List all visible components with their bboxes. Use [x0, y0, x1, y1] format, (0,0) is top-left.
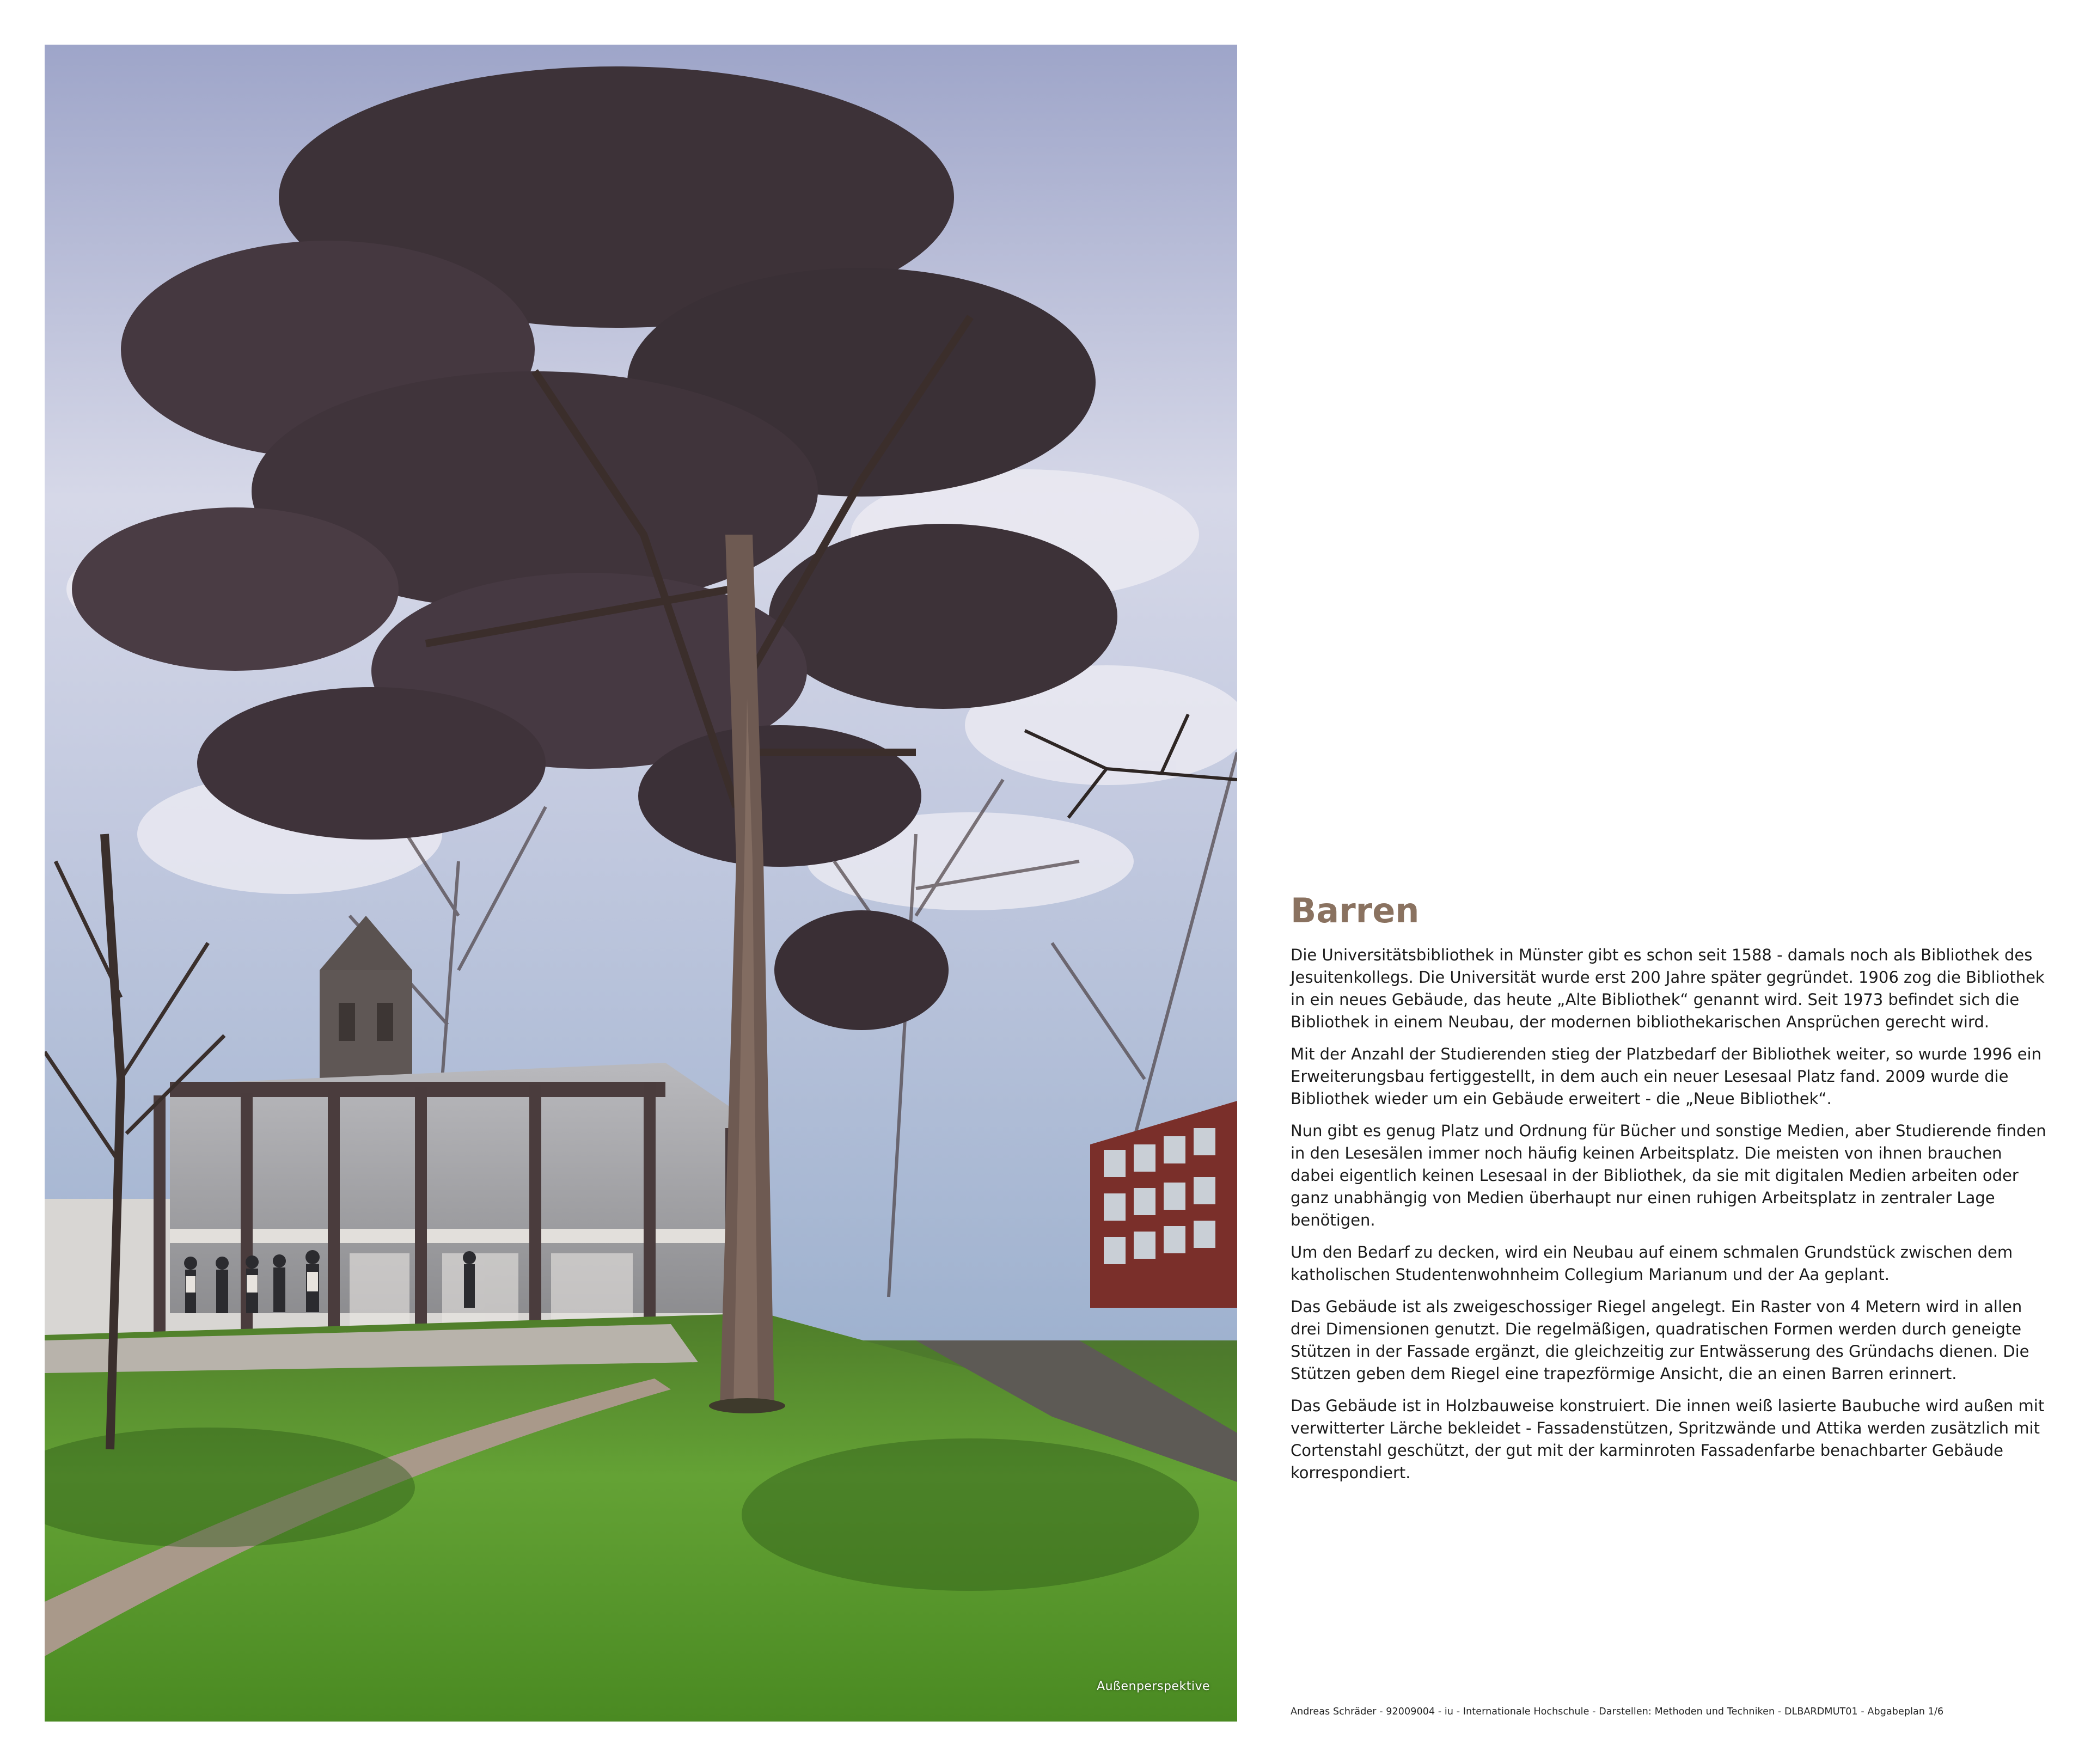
- rendering-caption: Außenperspektive: [1097, 1680, 1210, 1693]
- exterior-rendering: [45, 45, 1237, 1722]
- description-column: [1291, 891, 2047, 1494]
- paragraph-history: Die Universitätsbibliothek in Münster gibt es schon seit 1588 - damals noch als Bibliothek des Jesuitenkollegs. Die Universität wurde erst 200 Jahre später gegründet. 1906 zog die Bibliothek in ein neues Gebäude, das heute „Alte Bibliothek“ genannt wird. Seit 1973 befindet sich die Bibliothek in einem Neubau, der modernen bibliothekarischen Ansprüchen gerecht wird.: [1291, 946, 2045, 1031]
- paragraph-construction: Das Gebäude ist in Holzbauweise konstruiert. Die innen weiß lasierte Baubuche wird außen mit verwitterter Lärche bekleidet - Fassadenstützen, Spritzwände und Attika werden zusätzlich mit Cortenstahl geschützt, der gut mit der karminroten Fassadenfarbe benachbarter Gebäude korrespondiert.: [1291, 1396, 2045, 1482]
- footer-credits: Andreas Schräder - 92009004 - iu - Internationale Hochschule - Darstellen: Methoden und Techniken - DLBARDMUT01 - Abgabeplan 1/6: [1291, 1706, 1944, 1717]
- project-title: Barren: [1291, 891, 1420, 930]
- rendering-illustration: [45, 45, 1237, 1722]
- paragraph-concept: Das Gebäude ist als zweigeschossiger Riegel angelegt. Ein Raster von 4 Metern wird in allen drei Dimensionen genutzt. Die regelmäßigen, quadratischen Formen werden durch geneigte Stützen in der Fassade ergänzt, die gleichzeitig zur Entwässerung des Gründachs dienen. Die Stützen geben dem Riegel eine trapezförmige Ansicht, die an einen Barren erinnert.: [1291, 1297, 2029, 1383]
- paragraph-need: Nun gibt es genug Platz und Ordnung für Bücher und sonstige Medien, aber Studierende finden in den Lesesälen immer noch häufig keinen Arbeitsplatz. Die meisten von ihnen brauchen dabei eigentlich keinen Lesesaal in der Bibliothek, da sie mit digitalen Medien arbeiten oder ganz unabhängig von Medien überhaupt nur einen ruhigen Arbeitsplatz in zentraler Lage benötigen.: [1291, 1122, 2046, 1229]
- paragraph-site: Um den Bedarf zu decken, wird ein Neubau auf einem schmalen Grundstück zwischen dem katholischen Studentenwohnheim Collegium Marianum und der Aa geplant.: [1291, 1243, 2013, 1284]
- paragraph-expansion: Mit der Anzahl der Studierenden stieg der Platzbedarf der Bibliothek weiter, so wurde 1996 ein Erweiterungsbau fertiggestellt, in dem auch ein neuer Lesesaal Platz fand. 2009 wurde die Bibliothek wieder um ein Gebäude erweitert - die „Neue Bibliothek“.: [1291, 1045, 2041, 1108]
